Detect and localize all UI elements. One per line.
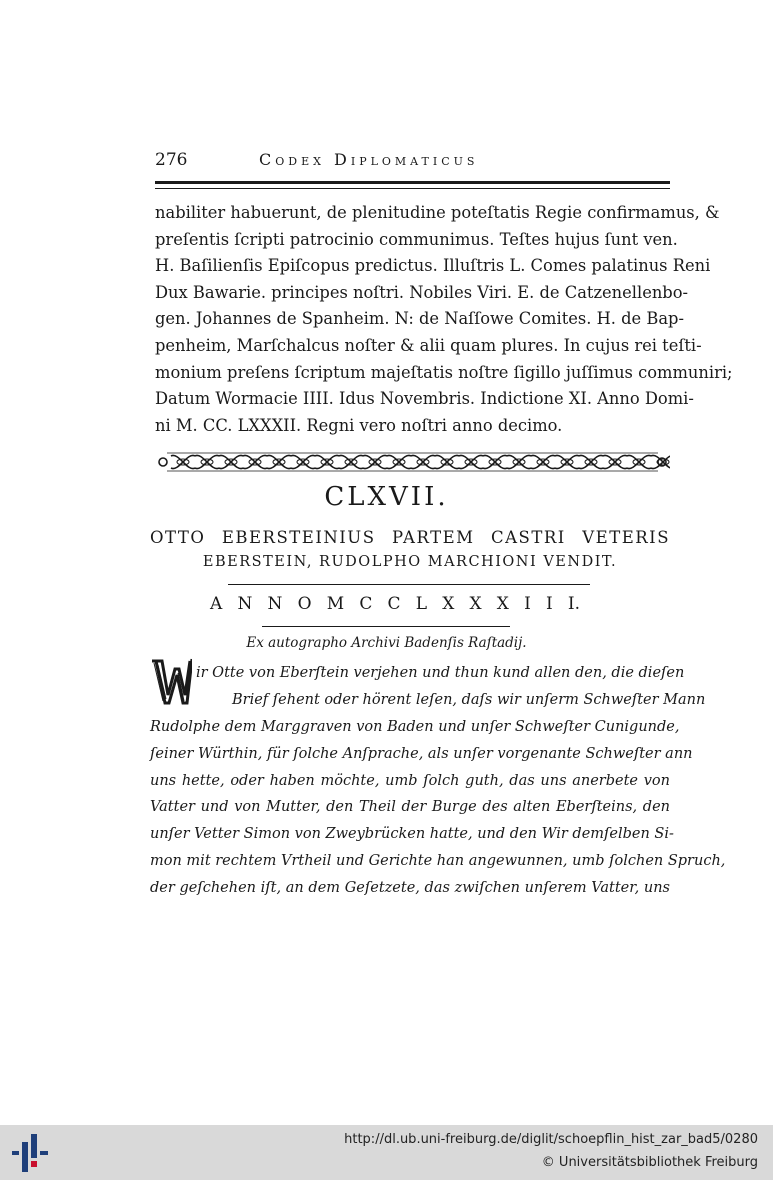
text-line: H. Baſilienſis Epiſcopus predictus. Illuſtris L. Comes palatinus Reni [155, 256, 711, 276]
text-line: penheim, Marſchalcus noſter & alii quam plures. In cujus rei teſti- [155, 335, 702, 355]
latin-text-block [155, 200, 733, 439]
text-line: uns hette, oder haben möchte, umb ſolch guth, das uns anerbete von [150, 772, 670, 789]
header-rule-thin [155, 188, 670, 189]
text-line: mon mit rechtem Vrtheil und Gerichte han angewunnen, umb ſolchen Spruch, [150, 853, 726, 870]
header-rule-thick [155, 181, 670, 184]
text-line: Brief ſehent oder hörent leſen, daſs wir unſerm Schweſter Mann [232, 691, 706, 708]
charter-title-line: EBERSTEIN, RUDOLPHO MARCHIONI VENDIT. [202, 554, 618, 570]
text-line: ni M. CC. LXXXII. Regni vero noſtri anno decimo. [155, 415, 563, 435]
charter-title [150, 528, 670, 578]
charter-year: A N N O M C C L X X X I I I. [210, 594, 580, 614]
text-line: ſeiner Würthin, für ſolche Anſprache, als unſer vorgenante Schweſter ann [150, 745, 693, 762]
text-line: der geſchehen iſt, an dem Geſetzete, das zwiſchen unſerem Vatter, uns [150, 880, 670, 897]
text-line: gen. Johannes de Spanheim. N: de Naſſowe Comites. H. de Bap- [155, 309, 684, 329]
text-line: monium preſens ſcriptum majeſtatis noſtre ſigillo juſſimus communiri; [155, 362, 733, 382]
text-line: unſer Vetter Simon von Zweybrücken hatte, und den Wir demſelben Si- [150, 826, 674, 843]
ornamental-divider [155, 450, 670, 474]
divider-rule [228, 584, 590, 585]
german-text-block [150, 660, 726, 902]
charter-number: CLXVII. [324, 482, 449, 512]
running-title: Codex Diplomaticus [259, 150, 479, 169]
text-line: nabiliter habuerunt, de plenitudine poteſtatis Regie confirmamus, & [155, 203, 720, 222]
text-line: Vatter und von Mutter, den Theil der Burge des alten Eberſteins, den [150, 799, 670, 816]
footer-copyright: © Universitätsbibliothek Freiburg [541, 1155, 758, 1170]
ub-freiburg-logo-icon [12, 1134, 48, 1172]
divider-rule [262, 626, 510, 627]
text-line: Datum Wormacie IIII. Idus Novembris. Indictione XI. Anno Domi- [155, 389, 694, 409]
footer-url-link[interactable]: http://dl.ub.uni-freiburg.de/diglit/schoepflin_hist_zar_bad5/0280 [344, 1132, 758, 1147]
footer-bar [0, 1125, 773, 1180]
source-note: Ex autographo Archivi Badenſis Raſtadij. [246, 635, 527, 651]
page-number: 276 [155, 150, 188, 170]
charter-title-line: OTTO EBERSTEINIUS PARTEM CASTRI VETERIS [150, 528, 670, 547]
text-line: Rudolphe dem Marggraven von Baden und unſer Schweſter Cunigunde, [150, 718, 680, 735]
text-line: Dux Bawarie. principes noſtri. Nobiles Viri. E. de Catzenellenbo- [155, 282, 689, 302]
text-line: preſentis ſcripti patrocinio communimus. Teſtes hujus ſunt ven. [155, 229, 678, 249]
text-line: ir Otte von Eberſtein verjehen und thun kund allen den, die dieſen [196, 665, 685, 681]
page-header [155, 148, 670, 172]
